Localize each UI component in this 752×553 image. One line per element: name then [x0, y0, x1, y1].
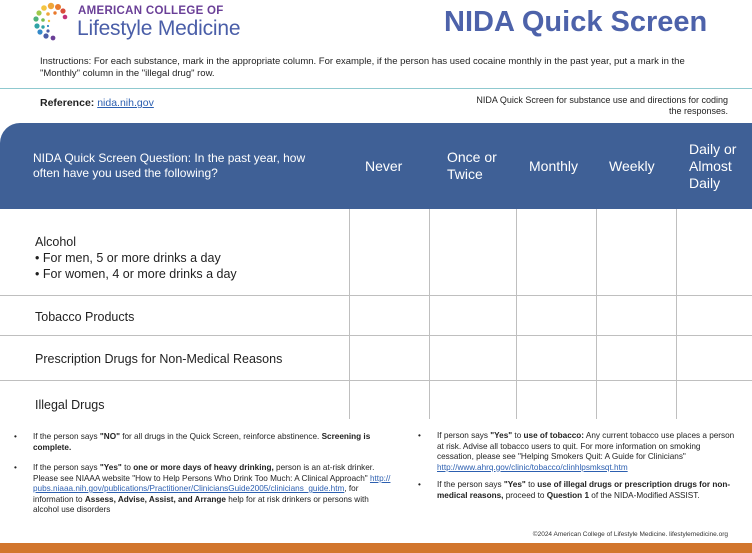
reference-note: NIDA Quick Screen for substance use and directions for coding the responses.: [476, 95, 728, 116]
note-no-result: • If the person says "NO" for all drugs in the Quick Screen, reinforce abstinence. Screening is complete.: [14, 432, 371, 452]
row-label-illegal: Illegal Drugs: [35, 398, 105, 412]
niaaa-link[interactable]: http://pubs.niaaa.nih.gov/publications/Practitioner/CliniciansGuide2005/clinicians_guide.htm: [33, 473, 391, 493]
logo-org-prefix: AMERICAN COLLEGE OF: [78, 5, 224, 17]
column-header-weekly: Weekly: [609, 157, 655, 174]
notes-left: [14, 432, 393, 523]
page-title: NIDA Quick Screen: [444, 6, 708, 38]
answer-grid[interactable]: [350, 209, 752, 419]
row-title: Alcohol: [35, 235, 76, 249]
aclm-logo: [32, 2, 247, 42]
reference-line: [40, 97, 154, 109]
copyright-footer: ©2024 American College of Lifestyle Medicine. lifestylemedicine.org: [532, 531, 728, 538]
table-header: [0, 123, 752, 209]
dot-cluster-logo-icon: [32, 2, 74, 42]
question-header: NIDA Quick Screen Question: In the past year, how often have you used the following?: [33, 151, 306, 180]
note-heavy-drinking: • If the person says "Yes" to one or more days of heavy drinking, person is an at-risk drinker. Please see NIAAA website "How to Help Persons Who Drink Too Much: A Clinical Approach" http://pubs.niaaa.nih.gov/publications/Practitioner/CliniciansGuide2005/clinicians_guide.htm, for information to Assess, Advise, Assist, and Arrange help for at risk drinkers or persons with alcohol use disorders: [14, 463, 391, 514]
row-bullet: • For men, 5 or more drinks a day: [35, 251, 221, 265]
row-label-tobacco: Tobacco Products: [35, 310, 135, 324]
column-header-daily: Daily or Almost Daily: [689, 140, 737, 191]
header-divider: [0, 88, 752, 89]
instructions-text: Instructions: For each substance, mark in the appropriate column. For example, if the person has used cocaine monthly in the past year, put a mark in the "Monthly" column in the "illegal drug" row.: [40, 56, 685, 79]
note-illegal-drugs: • If the person says "Yes" to use of illegal drugs or prescription drugs for non-medical reasons, proceed to Question 1 of the NIDA-Modified ASSIST.: [418, 480, 731, 500]
ahrq-link[interactable]: http://www.ahrq.gov/clinic/tobacco/clinhlpsmksqt.htm: [437, 462, 628, 472]
row-label-alcohol: [35, 234, 237, 282]
logo-org-name: Lifestyle Medicine: [77, 17, 241, 40]
column-header-never: Never: [365, 157, 403, 174]
column-header-monthly: Monthly: [529, 157, 579, 174]
row-label-prescription: Prescription Drugs for Non-Medical Reasons: [35, 352, 283, 366]
note-tobacco: • If person says "Yes" to use of tobacco: Any current tobacco use places a person at risk. Advise all tobacco users to quit. For more information on smoking cessation, please see "Helping Smokers Quit: A Guide for Clinicians" http://www.ahrq.gov/clinic/tobacco/clinhlpsmksqt.htm: [418, 431, 735, 472]
page-header: [0, 0, 752, 50]
reference-link[interactable]: nida.nih.gov: [97, 97, 154, 109]
footer-accent-bar: [0, 543, 752, 553]
notes-right: [418, 431, 739, 508]
row-bullet: • For women, 4 or more drinks a day: [35, 267, 237, 281]
column-header-once-or-twice: Once or Twice: [447, 149, 497, 182]
reference-label: Reference:: [40, 97, 95, 109]
